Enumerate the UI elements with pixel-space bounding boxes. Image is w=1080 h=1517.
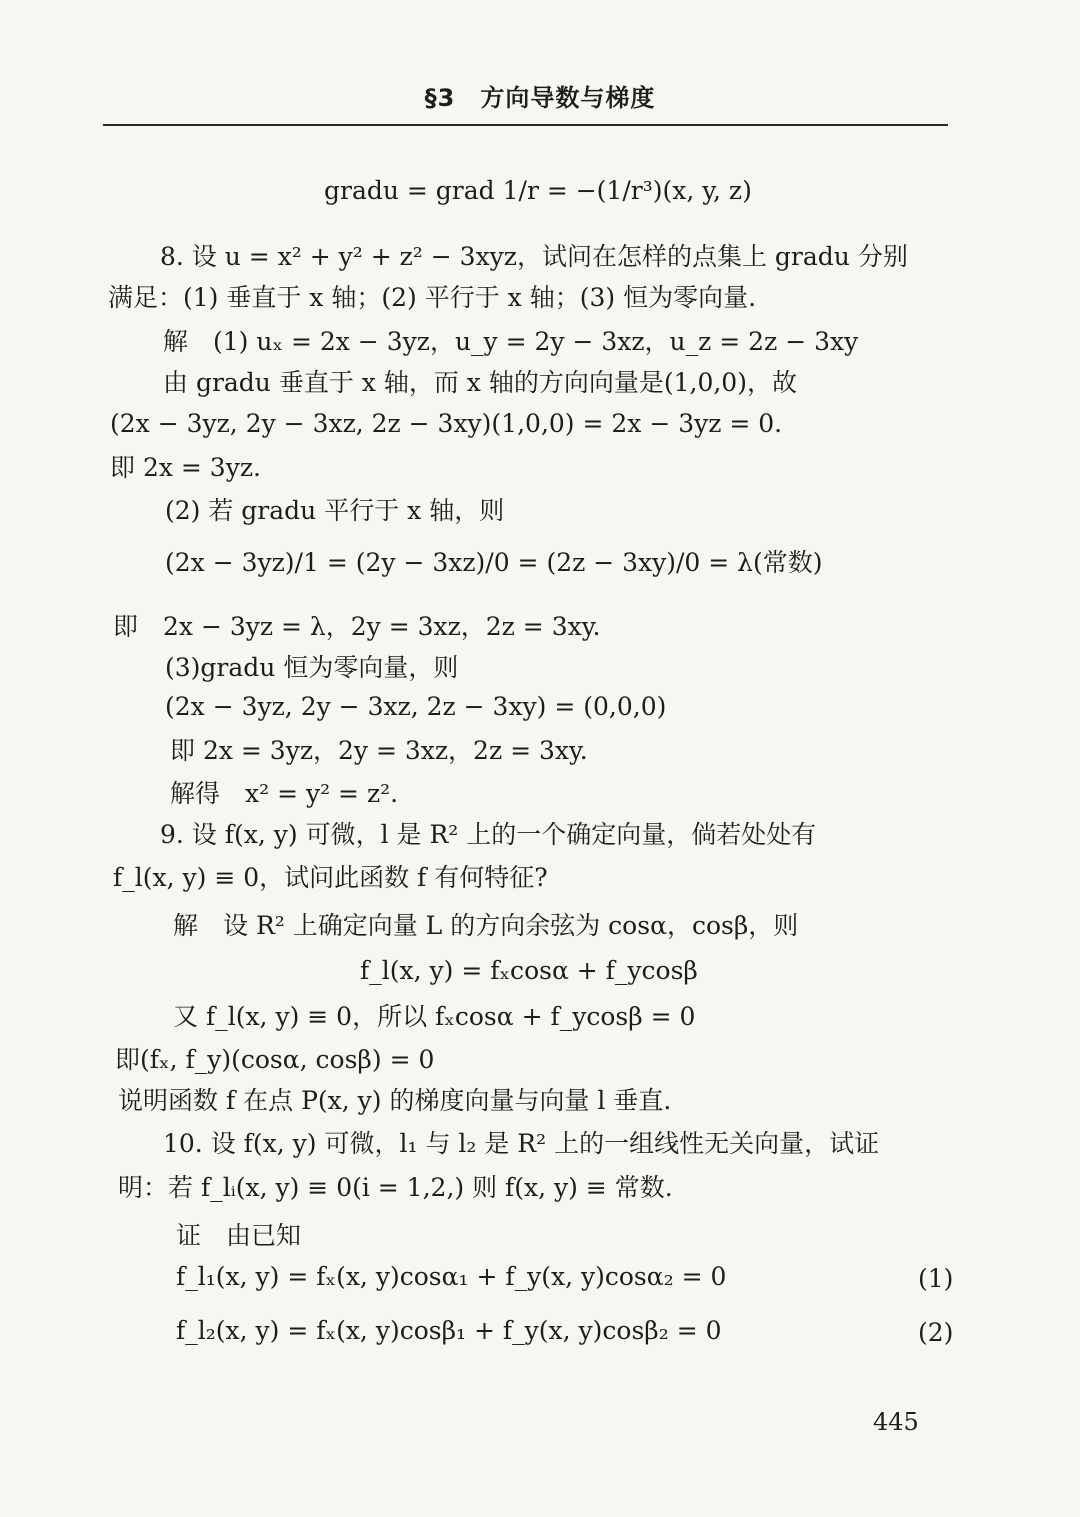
page-header: §3 方向导数与梯度 xyxy=(424,84,656,112)
solution-9-conclusion: 说明函数 f 在点 P(x, y) 的梯度向量与向量 l 垂直. xyxy=(118,1086,672,1115)
proof-10-start: 证 由已知 xyxy=(176,1221,302,1250)
solution-9-text: 解 设 R² 上确定向量 L 的方向余弦为 cosα，cosβ，则 xyxy=(173,911,799,940)
solution-8-result-2: 即 2x − 3yz = λ，2y = 3xz，2z = 3xy. xyxy=(113,612,601,641)
proof-10-equation-2: f_l₂(x, y) = fₓ(x, y)cosβ₁ + f_y(x, y)cosβ₂ = 0 xyxy=(176,1316,722,1345)
header-rule xyxy=(103,124,948,126)
solution-9-condition: 又 f_l(x, y) ≡ 0，所以 fₓcosα + f_ycosβ = 0 xyxy=(173,1002,696,1031)
solution-8-part-3: (3)gradu 恒为零向量，则 xyxy=(165,653,459,682)
problem-8-statement: 8. 设 u = x² + y² + z² − 3xyz，试问在怎样的点集上 gradu 分别 xyxy=(160,242,908,271)
equation-number-2: (2) xyxy=(918,1318,954,1347)
solution-8-part-2: (2) 若 gradu 平行于 x 轴，则 xyxy=(165,496,505,525)
solution-8-answer: 解得 x² = y² = z². xyxy=(170,779,399,808)
solution-8-dot-product: (2x − 3yz, 2y − 3xz, 2z − 3xy)(1,0,0) = 2x − 3yz = 0. xyxy=(110,409,783,438)
solution-8-zero-vector: (2x − 3yz, 2y − 3xz, 2z − 3xy) = (0,0,0) xyxy=(165,692,667,721)
equation-gradu: gradu = grad 1/r = −(1/r³)(x, y, z) xyxy=(324,176,752,205)
equation-number-1: (1) xyxy=(918,1264,954,1293)
solution-9-directional-derivative: f_l(x, y) = fₓcosα + f_ycosβ xyxy=(360,956,698,985)
solution-8-system: 即 2x = 3yz，2y = 3xz，2z = 3xy. xyxy=(170,736,588,765)
problem-10-statement: 10. 设 f(x, y) 可微，l₁ 与 l₂ 是 R² 上的一组线性无关向量，试证 xyxy=(163,1129,880,1158)
solution-8-proportion: (2x − 3yz)/1 = (2y − 3xz)/0 = (2z − 3xy)/0 = λ(常数) xyxy=(165,548,823,577)
problem-10-statement-cont: 明：若 f_lᵢ(x, y) ≡ 0(i = 1,2,) 则 f(x, y) ≡ 常数. xyxy=(118,1173,673,1202)
proof-10-equation-1: f_l₁(x, y) = fₓ(x, y)cosα₁ + f_y(x, y)cosα₂ = 0 xyxy=(176,1262,727,1291)
solution-8-partials: 解 (1) uₓ = 2x − 3yz，u_y = 2y − 3xz，u_z = 2z − 3xy xyxy=(163,327,859,356)
page-number: 445 xyxy=(873,1408,919,1436)
solution-8-text: 由 gradu 垂直于 x 轴，而 x 轴的方向向量是(1,0,0)，故 xyxy=(163,368,797,397)
solution-9-dot-product: 即(fₓ, f_y)(cosα, cosβ) = 0 xyxy=(115,1045,435,1074)
solution-8-result-1: 即 2x = 3yz. xyxy=(110,453,261,482)
problem-9-statement-cont: f_l(x, y) ≡ 0，试问此函数 f 有何特征? xyxy=(113,863,548,892)
problem-8-statement-cont: 满足：(1) 垂直于 x 轴；(2) 平行于 x 轴；(3) 恒为零向量. xyxy=(108,283,757,312)
problem-9-statement: 9. 设 f(x, y) 可微，l 是 R² 上的一个确定向量，倘若处处有 xyxy=(160,820,817,849)
